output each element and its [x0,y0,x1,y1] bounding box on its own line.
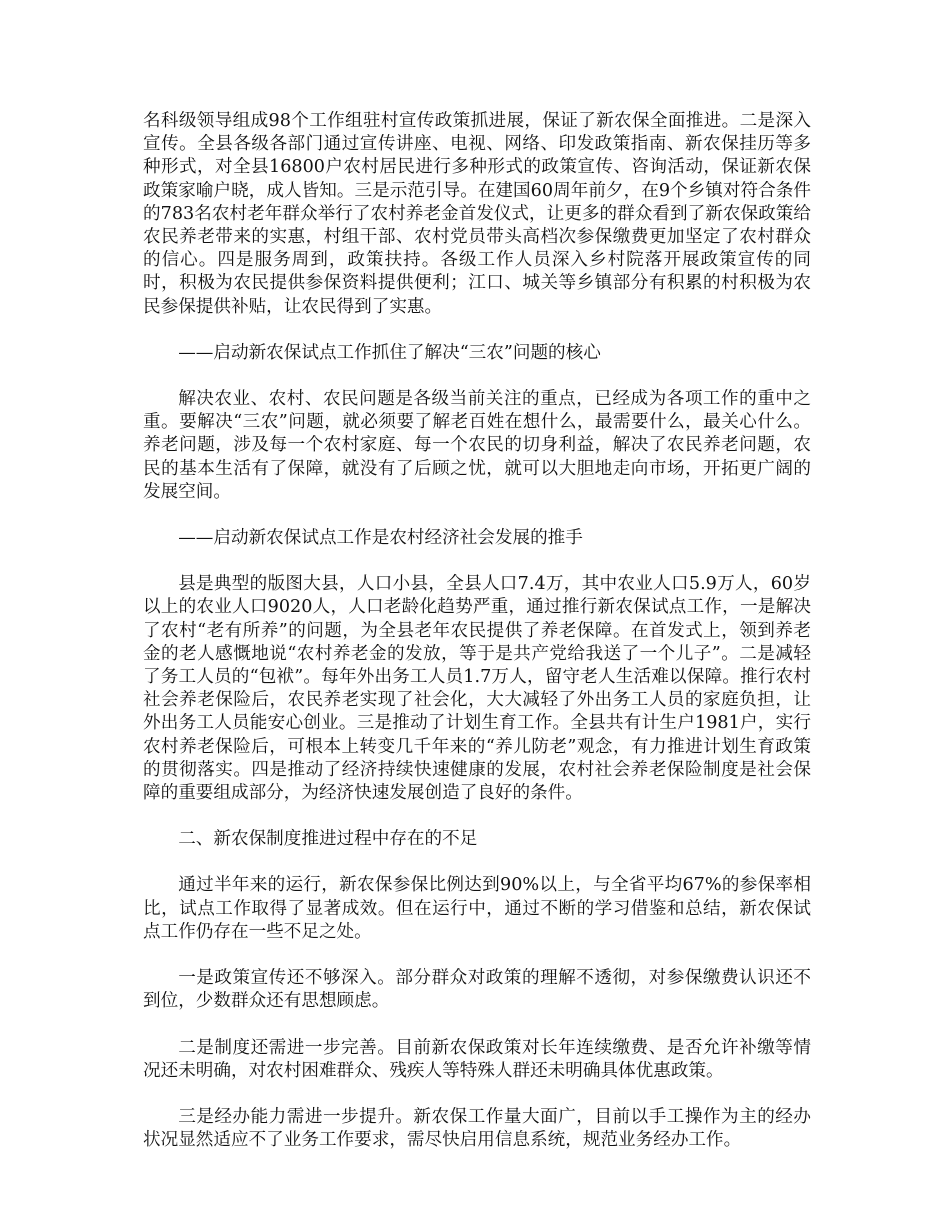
paragraph-shortcoming-publicity: 一是政策宣传还不够深入。部分群众对政策的理解不透彻，对参保缴费认识还不到位，少数群众还有思想顾虑。 [143,968,811,1012]
paragraph-county-population: 县是典型的版图大县，人口小县，全县人口7.4万，其中农业人口5.9万人，60岁以上的农业人口9020人，人口老龄化趋势严重，通过推行新农保试点工作，一是解决了农村“老有所养”的问题，为全县老年农民提供了养老保障。在首发式上，领到养老金的老人感慨地说“农村养老金的发放，等于是共产党给我送了一个儿子”。二是减轻了务工人员的“包袱”。每年外出务工人员1.7万人，留守老人生活难以保障。推行农村社会养老保险后，农民养老实现了社会化，大大减轻了外出务工人员的家庭负担，让外出务工人员能安心创业。三是推动了计划生育工作。全县共有计生户1981户，实行农村养老保险后，可根本上转变几千年来的“养儿防老”观念，有力推进计划生育政策的贯彻落实。四是推动了经济持续快速健康的发展，农村社会养老保险制度是社会保障的重要组成部分，为经济快速发展创造了良好的条件。 [143,574,811,804]
document-page [143,110,811,1175]
paragraph-publicity-measures: 名科级领导组成98个工作组驻村宣传政策抓进展，保证了新农保全面推进。二是深入宣传。全县各级各部门通过宣传讲座、电视、网络、印发政策指南、新农保挂历等多种形式，对全县16800户农村居民进行多种形式的政策宣传、咨询活动，保证新农保政策家喻户晓，成人皆知。三是示范引导。在建国60周年前夕，在9个乡镇对符合条件的783名农村老年群众举行了农村养老金首发仪式，让更多的群众看到了新农保政策给农民养老带来的实惠，村组干部、农村党员带头高档次参保缴费更加坚定了农村群众的信心。四是服务周到，政策扶持。各级工作人员深入乡村院落开展政策宣传的同时，积极为农民提供参保资料提供便利；江口、城关等乡镇部分有积累的村积极为农民参保提供补贴，让农民得到了实惠。 [143,111,811,317]
paragraph-half-year-results: 通过半年来的运行，新农保参保比例达到90%以上，与全省平均67%的参保率相比，试点工作取得了显著成效。但在运行中，通过不断的学习借鉴和总结，新农保试点工作仍存在一些不足之处。 [143,875,811,942]
paragraph-shortcoming-capacity: 三是经办能力需进一步提升。新农保工作量大面广，目前以手工操作为主的经办状况显然适应不了业务工作要求，需尽快启用信息系统，规范业务经办工作。 [143,1106,811,1151]
paragraph-shortcoming-system: 二是制度还需进一步完善。目前新农保政策对长年连续缴费、是否允许补缴等情况还未明确，对农村困难群众、残疾人等特殊人群还未明确具体优惠政策。 [143,1037,811,1081]
section-heading-shortcomings: 二、新农保制度推进过程中存在的不足 [178,829,478,850]
heading-core-of-three-rural-issues: ——启动新农保试点工作抓住了解决“三农”问题的核心 [178,342,601,363]
heading-economic-driver: ——启动新农保试点工作是农村经济社会发展的推手 [178,528,583,549]
paragraph-three-rural-issues: 解决农业、农村、农民问题是各级当前关注的重点，已经成为各项工作的重中之重。要解决“三农”问题，就必须要了解老百姓在想什么，最需要什么，最关心什么。养老问题，涉及每一个农村家庭、每一个农民的切身利益，解决了农民养老问题，农民的基本生活有了保障，就没有了后顾之忧，就可以大胆地走向市场，开拓更广阔的发展空间。 [143,389,811,502]
